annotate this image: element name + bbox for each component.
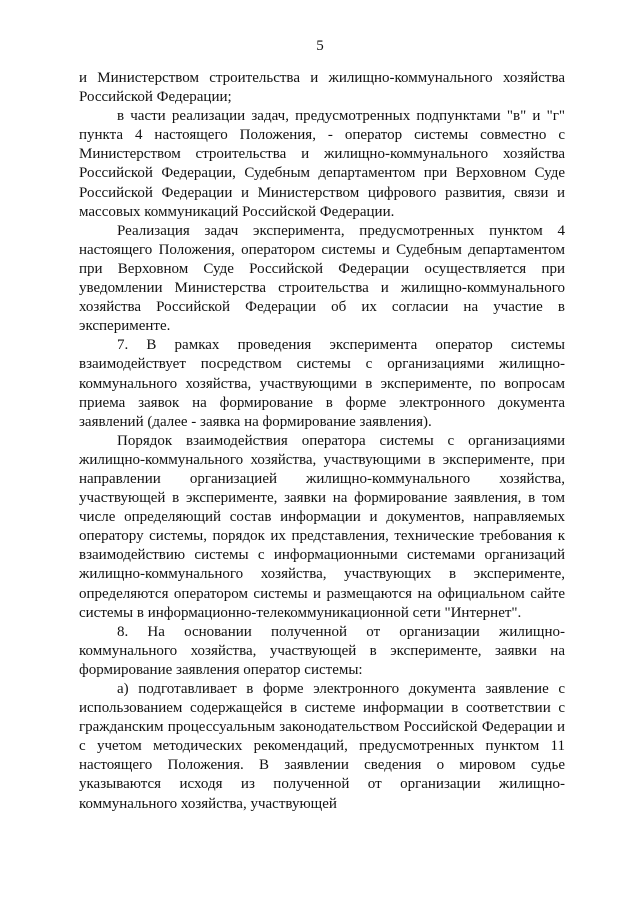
paragraph-tasks-item-4: Реализация задач эксперимента, предусмотренных пунктом 4 настоящего Положения, оператором системы и Судебным департаментом при Верховном Суде Российской Федерации осуществляется при уведомлении Министерства строительства и жилищно-коммунального хозяйства Российской Федерации об их согласии на участие в эксперименте.: [79, 222, 565, 335]
document-body: [79, 69, 565, 814]
paragraph-item-7: 7. В рамках проведения эксперимента оператор системы взаимодействует посредством системы с организациями жилищно-коммунального хозяйства, участвующими в эксперименте, по вопросам приема заявок на формирование в форме электронного документа заявлений (далее - заявка на формирование заявления).: [79, 337, 565, 430]
paragraph-tasks-v-g: в части реализации задач, предусмотренных подпунктами "в" и "г" пункта 4 настоящего Положения, - оператор системы совместно с Министерством строительства и жилищно-коммунального хозяйства Российской Федерации, Судебным департаментом при Верховном Суде Российской Федерации и Министерством цифрового развития, связи и массовых коммуникаций Российской Федерации.: [79, 108, 565, 220]
paragraph-item-8: 8. На основании полученной от организации жилищно-коммунального хозяйства, участвующей в эксперименте, заявки на формирование заявления оператор системы:: [79, 623, 565, 678]
paragraph-subitem-a: а) подготавливает в форме электронного документа заявление с использованием содержащейся в системе информации в соответствии с гражданским процессуальным законодательством Российской Федерации и с учетом методических рекомендаций, предусмотренных пунктом 11 настоящего Положения. В заявлении сведения о мировом судье указываются исходя из полученной от организации жилищно-коммунального хозяйства, участвующей: [79, 681, 565, 812]
paragraph-interaction-procedure: Порядок взаимодействия оператора системы с организациями жилищно-коммунального хозяйства, участвующими в эксперименте, при направлении организацией жилищно-коммунального хозяйства, участвующей в эксперименте, заявки на формирование заявления, в том числе определяющий состав информации и документов, направляемых оператору системы, порядок их представления, технические требования к взаимодействию системы с информационными системами организаций жилищно-коммунального хозяйства, участвующих в эксперименте, определяются оператором системы и размещаются на официальном сайте системы в информационно-телекоммуникационной сети "Интернет".: [79, 432, 565, 621]
paragraph-continuation: и Министерством строительства и жилищно-коммунального хозяйства Российской Федерации;: [79, 70, 565, 106]
page-number: 5: [316, 38, 324, 54]
